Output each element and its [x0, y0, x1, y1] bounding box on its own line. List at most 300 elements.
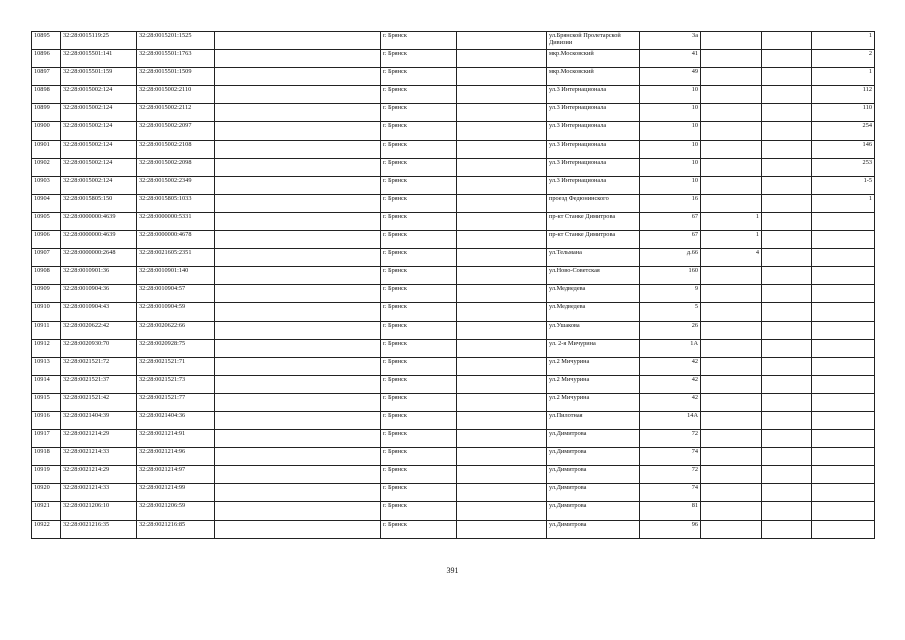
- blank-cell-cell: [762, 285, 812, 303]
- table-row: [32, 32, 875, 50]
- row-number-cell: 10897: [32, 68, 61, 86]
- building-number-cell: [701, 104, 762, 122]
- parcel-cadastral-number-cell: 32:28:0010901:36: [61, 267, 137, 285]
- city-cell: г. Брянск: [381, 448, 457, 466]
- apartment-number-cell: 146: [812, 140, 875, 158]
- table-row: [32, 231, 875, 249]
- table-row: [32, 321, 875, 339]
- row-number-cell: 10914: [32, 375, 61, 393]
- row-number-cell: 10906: [32, 231, 61, 249]
- apartment-number-cell: [812, 267, 875, 285]
- blank-cell-cell: [457, 158, 547, 176]
- blank-cell-cell: [457, 32, 547, 50]
- city-cell: г. Брянск: [381, 122, 457, 140]
- blank-cell-cell: [762, 520, 812, 538]
- row-number-cell: 10898: [32, 86, 61, 104]
- blank-cell-cell: [457, 50, 547, 68]
- object-cadastral-number-cell: 32:28:0000000:5331: [137, 212, 215, 230]
- object-cadastral-number-cell: 32:28:0021521:71: [137, 357, 215, 375]
- blank-cell-cell: [762, 104, 812, 122]
- city-cell: г. Брянск: [381, 68, 457, 86]
- house-number-cell: 42: [640, 393, 701, 411]
- parcel-cadastral-number-cell: 32:28:0021216:35: [61, 520, 137, 538]
- blank-cell-cell: [457, 176, 547, 194]
- blank-cell-cell: [215, 212, 381, 230]
- blank-cell-cell: [457, 194, 547, 212]
- building-number-cell: 1: [701, 231, 762, 249]
- table-row: [32, 357, 875, 375]
- house-number-cell: 41: [640, 50, 701, 68]
- table-row: [32, 122, 875, 140]
- parcel-cadastral-number-cell: 32:28:0015119:25: [61, 32, 137, 50]
- blank-cell-cell: [215, 466, 381, 484]
- building-number-cell: [701, 411, 762, 429]
- object-cadastral-number-cell: 32:28:0021214:96: [137, 448, 215, 466]
- object-cadastral-number-cell: 32:28:0021404:36: [137, 411, 215, 429]
- apartment-number-cell: [812, 393, 875, 411]
- city-cell: г. Брянск: [381, 393, 457, 411]
- table-row: [32, 194, 875, 212]
- table-row: [32, 104, 875, 122]
- blank-cell-cell: [457, 484, 547, 502]
- blank-cell-cell: [215, 231, 381, 249]
- house-number-cell: 10: [640, 176, 701, 194]
- blank-cell-cell: [215, 140, 381, 158]
- blank-cell-cell: [457, 520, 547, 538]
- row-number-cell: 10896: [32, 50, 61, 68]
- blank-cell-cell: [457, 267, 547, 285]
- street-cell: ул.Ново-Советская: [547, 267, 640, 285]
- parcel-cadastral-number-cell: 32:28:0015002:124: [61, 176, 137, 194]
- parcel-cadastral-number-cell: 32:28:0015002:124: [61, 86, 137, 104]
- blank-cell-cell: [215, 375, 381, 393]
- blank-cell-cell: [762, 140, 812, 158]
- blank-cell-cell: [215, 520, 381, 538]
- blank-cell-cell: [457, 212, 547, 230]
- building-number-cell: [701, 158, 762, 176]
- street-cell: ул.3 Интернационала: [547, 158, 640, 176]
- row-number-cell: 10905: [32, 212, 61, 230]
- house-number-cell: 10: [640, 158, 701, 176]
- apartment-number-cell: [812, 339, 875, 357]
- table-row: [32, 411, 875, 429]
- house-number-cell: 67: [640, 231, 701, 249]
- object-cadastral-number-cell: 32:28:0010901:140: [137, 267, 215, 285]
- blank-cell-cell: [762, 194, 812, 212]
- object-cadastral-number-cell: 32:28:0015002:2349: [137, 176, 215, 194]
- house-number-cell: 10: [640, 86, 701, 104]
- object-cadastral-number-cell: 32:28:0015805:1033: [137, 194, 215, 212]
- city-cell: г. Брянск: [381, 484, 457, 502]
- city-cell: г. Брянск: [381, 86, 457, 104]
- parcel-cadastral-number-cell: 32:28:0021214:29: [61, 466, 137, 484]
- street-cell: ул.Димитрова: [547, 484, 640, 502]
- apartment-number-cell: 2: [812, 50, 875, 68]
- building-number-cell: [701, 267, 762, 285]
- city-cell: г. Брянск: [381, 520, 457, 538]
- house-number-cell: 16: [640, 194, 701, 212]
- row-number-cell: 10903: [32, 176, 61, 194]
- building-number-cell: [701, 32, 762, 50]
- blank-cell-cell: [457, 231, 547, 249]
- parcel-cadastral-number-cell: 32:28:0021214:33: [61, 448, 137, 466]
- building-number-cell: [701, 375, 762, 393]
- blank-cell-cell: [762, 484, 812, 502]
- house-number-cell: 74: [640, 484, 701, 502]
- blank-cell-cell: [762, 122, 812, 140]
- building-number-cell: [701, 448, 762, 466]
- blank-cell-cell: [215, 194, 381, 212]
- object-cadastral-number-cell: 32:28:0010904:59: [137, 303, 215, 321]
- blank-cell-cell: [762, 393, 812, 411]
- blank-cell-cell: [762, 68, 812, 86]
- object-cadastral-number-cell: 32:28:0020928:75: [137, 339, 215, 357]
- table-row: [32, 249, 875, 267]
- parcel-cadastral-number-cell: 32:28:0000000:4639: [61, 212, 137, 230]
- object-cadastral-number-cell: 32:28:0021521:77: [137, 393, 215, 411]
- city-cell: г. Брянск: [381, 303, 457, 321]
- house-number-cell: 81: [640, 502, 701, 520]
- blank-cell-cell: [215, 122, 381, 140]
- house-number-cell: 42: [640, 357, 701, 375]
- table-row: [32, 339, 875, 357]
- house-number-cell: 10: [640, 104, 701, 122]
- house-number-cell: 72: [640, 430, 701, 448]
- street-cell: ул.Димитрова: [547, 502, 640, 520]
- city-cell: г. Брянск: [381, 339, 457, 357]
- building-number-cell: [701, 357, 762, 375]
- street-cell: пр-кт Станке Димитрова: [547, 231, 640, 249]
- street-cell: ул.2 Мичурина: [547, 393, 640, 411]
- blank-cell-cell: [762, 86, 812, 104]
- object-cadastral-number-cell: 32:28:0021521:73: [137, 375, 215, 393]
- blank-cell-cell: [457, 502, 547, 520]
- parcel-cadastral-number-cell: 32:28:0015501:159: [61, 68, 137, 86]
- blank-cell-cell: [762, 158, 812, 176]
- object-cadastral-number-cell: 32:28:0021214:99: [137, 484, 215, 502]
- table-row: [32, 176, 875, 194]
- table-row: [32, 303, 875, 321]
- blank-cell-cell: [215, 430, 381, 448]
- blank-cell-cell: [762, 357, 812, 375]
- table-row: [32, 393, 875, 411]
- building-number-cell: [701, 520, 762, 538]
- parcel-cadastral-number-cell: 32:28:0020930:70: [61, 339, 137, 357]
- building-number-cell: [701, 321, 762, 339]
- blank-cell-cell: [215, 321, 381, 339]
- street-cell: ул.2 Мичурина: [547, 357, 640, 375]
- parcel-cadastral-number-cell: 32:28:0015002:124: [61, 158, 137, 176]
- row-number-cell: 10912: [32, 339, 61, 357]
- apartment-number-cell: 1: [812, 68, 875, 86]
- blank-cell-cell: [762, 430, 812, 448]
- row-number-cell: 10899: [32, 104, 61, 122]
- blank-cell-cell: [457, 339, 547, 357]
- apartment-number-cell: 254: [812, 122, 875, 140]
- table-row: [32, 285, 875, 303]
- blank-cell-cell: [457, 357, 547, 375]
- row-number-cell: 10916: [32, 411, 61, 429]
- street-cell: ул.Тельмана: [547, 249, 640, 267]
- table-row: [32, 430, 875, 448]
- table-row: [32, 448, 875, 466]
- object-cadastral-number-cell: 32:28:0021216:85: [137, 520, 215, 538]
- blank-cell-cell: [762, 448, 812, 466]
- row-number-cell: 10900: [32, 122, 61, 140]
- blank-cell-cell: [762, 176, 812, 194]
- city-cell: г. Брянск: [381, 375, 457, 393]
- building-number-cell: 4: [701, 249, 762, 267]
- apartment-number-cell: [812, 249, 875, 267]
- table-row: [32, 68, 875, 86]
- blank-cell-cell: [215, 32, 381, 50]
- object-cadastral-number-cell: 32:28:0015002:2108: [137, 140, 215, 158]
- blank-cell-cell: [215, 267, 381, 285]
- parcel-cadastral-number-cell: 32:28:0021404:39: [61, 411, 137, 429]
- parcel-cadastral-number-cell: 32:28:0015002:124: [61, 122, 137, 140]
- blank-cell-cell: [762, 502, 812, 520]
- object-cadastral-number-cell: 32:28:0015002:2097: [137, 122, 215, 140]
- building-number-cell: 1: [701, 212, 762, 230]
- street-cell: ул.Димитрова: [547, 430, 640, 448]
- blank-cell-cell: [457, 375, 547, 393]
- row-number-cell: 10915: [32, 393, 61, 411]
- city-cell: г. Брянск: [381, 140, 457, 158]
- blank-cell-cell: [457, 68, 547, 86]
- apartment-number-cell: 1-5: [812, 176, 875, 194]
- apartment-number-cell: [812, 448, 875, 466]
- row-number-cell: 10909: [32, 285, 61, 303]
- street-cell: мкр.Московский: [547, 50, 640, 68]
- parcel-cadastral-number-cell: 32:28:0010904:36: [61, 285, 137, 303]
- table-row: [32, 466, 875, 484]
- row-number-cell: 10921: [32, 502, 61, 520]
- city-cell: г. Брянск: [381, 502, 457, 520]
- house-number-cell: 72: [640, 466, 701, 484]
- blank-cell-cell: [215, 448, 381, 466]
- row-number-cell: 10917: [32, 430, 61, 448]
- city-cell: г. Брянск: [381, 430, 457, 448]
- blank-cell-cell: [762, 466, 812, 484]
- apartment-number-cell: [812, 466, 875, 484]
- registry-table: [31, 31, 875, 539]
- object-cadastral-number-cell: 32:28:0015002:2110: [137, 86, 215, 104]
- blank-cell-cell: [215, 393, 381, 411]
- parcel-cadastral-number-cell: 32:28:0020622:42: [61, 321, 137, 339]
- blank-cell-cell: [215, 86, 381, 104]
- row-number-cell: 10911: [32, 321, 61, 339]
- object-cadastral-number-cell: 32:28:0020622:66: [137, 321, 215, 339]
- object-cadastral-number-cell: 32:28:0015201:1525: [137, 32, 215, 50]
- object-cadastral-number-cell: 32:28:0015002:2112: [137, 104, 215, 122]
- table-row: [32, 484, 875, 502]
- street-cell: ул.3 Интернационала: [547, 86, 640, 104]
- city-cell: г. Брянск: [381, 158, 457, 176]
- row-number-cell: 10901: [32, 140, 61, 158]
- blank-cell-cell: [457, 122, 547, 140]
- street-cell: ул.Димитрова: [547, 466, 640, 484]
- blank-cell-cell: [215, 357, 381, 375]
- street-cell: ул.Димитрова: [547, 520, 640, 538]
- blank-cell-cell: [762, 32, 812, 50]
- house-number-cell: 10: [640, 122, 701, 140]
- city-cell: г. Брянск: [381, 50, 457, 68]
- blank-cell-cell: [215, 176, 381, 194]
- blank-cell-cell: [215, 285, 381, 303]
- table-row: [32, 86, 875, 104]
- apartment-number-cell: 112: [812, 86, 875, 104]
- table-row: [32, 212, 875, 230]
- blank-cell-cell: [457, 321, 547, 339]
- parcel-cadastral-number-cell: 32:28:0010904:43: [61, 303, 137, 321]
- city-cell: г. Брянск: [381, 249, 457, 267]
- street-cell: ул.3 Интернационала: [547, 176, 640, 194]
- house-number-cell: д.66: [640, 249, 701, 267]
- apartment-number-cell: [812, 375, 875, 393]
- table-row: [32, 267, 875, 285]
- apartment-number-cell: 1: [812, 194, 875, 212]
- object-cadastral-number-cell: 32:28:0021206:59: [137, 502, 215, 520]
- apartment-number-cell: [812, 357, 875, 375]
- city-cell: г. Брянск: [381, 176, 457, 194]
- blank-cell-cell: [457, 249, 547, 267]
- street-cell: ул.3 Интернационала: [547, 122, 640, 140]
- page-number: 391: [446, 566, 459, 575]
- blank-cell-cell: [457, 104, 547, 122]
- blank-cell-cell: [762, 375, 812, 393]
- blank-cell-cell: [215, 68, 381, 86]
- blank-cell-cell: [215, 104, 381, 122]
- street-cell: ул.Медведева: [547, 303, 640, 321]
- blank-cell-cell: [457, 466, 547, 484]
- house-number-cell: 3а: [640, 32, 701, 50]
- blank-cell-cell: [215, 303, 381, 321]
- blank-cell-cell: [762, 231, 812, 249]
- parcel-cadastral-number-cell: 32:28:0000000:4639: [61, 231, 137, 249]
- row-number-cell: 10918: [32, 448, 61, 466]
- city-cell: г. Брянск: [381, 357, 457, 375]
- building-number-cell: [701, 430, 762, 448]
- blank-cell-cell: [215, 484, 381, 502]
- parcel-cadastral-number-cell: 32:28:0021206:10: [61, 502, 137, 520]
- street-cell: ул.3 Интернационала: [547, 140, 640, 158]
- city-cell: г. Брянск: [381, 231, 457, 249]
- building-number-cell: [701, 339, 762, 357]
- apartment-number-cell: 1: [812, 32, 875, 50]
- apartment-number-cell: [812, 231, 875, 249]
- building-number-cell: [701, 140, 762, 158]
- city-cell: г. Брянск: [381, 285, 457, 303]
- house-number-cell: 26: [640, 321, 701, 339]
- house-number-cell: 42: [640, 375, 701, 393]
- parcel-cadastral-number-cell: 32:28:0021521:37: [61, 375, 137, 393]
- blank-cell-cell: [762, 411, 812, 429]
- apartment-number-cell: [812, 303, 875, 321]
- parcel-cadastral-number-cell: 32:28:0000000:2648: [61, 249, 137, 267]
- apartment-number-cell: [812, 484, 875, 502]
- object-cadastral-number-cell: 32:28:0000000:4678: [137, 231, 215, 249]
- table-row: [32, 502, 875, 520]
- street-cell: ул.Ушакова: [547, 321, 640, 339]
- row-number-cell: 10902: [32, 158, 61, 176]
- building-number-cell: [701, 303, 762, 321]
- building-number-cell: [701, 176, 762, 194]
- apartment-number-cell: 253: [812, 158, 875, 176]
- building-number-cell: [701, 502, 762, 520]
- parcel-cadastral-number-cell: 32:28:0015805:150: [61, 194, 137, 212]
- house-number-cell: 74: [640, 448, 701, 466]
- parcel-cadastral-number-cell: 32:28:0021521:72: [61, 357, 137, 375]
- street-cell: ул.Брянской Пролетарской Дивизии: [547, 32, 640, 50]
- city-cell: г. Брянск: [381, 411, 457, 429]
- apartment-number-cell: 110: [812, 104, 875, 122]
- street-cell: ул.Медведева: [547, 285, 640, 303]
- apartment-number-cell: [812, 520, 875, 538]
- parcel-cadastral-number-cell: 32:28:0021214:29: [61, 430, 137, 448]
- street-cell: мкр.Московский: [547, 68, 640, 86]
- object-cadastral-number-cell: 32:28:0015002:2098: [137, 158, 215, 176]
- row-number-cell: 10920: [32, 484, 61, 502]
- street-cell: ул.2 Мичурина: [547, 375, 640, 393]
- parcel-cadastral-number-cell: 32:28:0021521:42: [61, 393, 137, 411]
- city-cell: г. Брянск: [381, 212, 457, 230]
- blank-cell-cell: [457, 140, 547, 158]
- house-number-cell: 9: [640, 285, 701, 303]
- street-cell: ул.3 Интернационала: [547, 104, 640, 122]
- table-row: [32, 140, 875, 158]
- blank-cell-cell: [762, 303, 812, 321]
- house-number-cell: 5: [640, 303, 701, 321]
- blank-cell-cell: [762, 321, 812, 339]
- object-cadastral-number-cell: 32:28:0015501:1509: [137, 68, 215, 86]
- city-cell: г. Брянск: [381, 466, 457, 484]
- row-number-cell: 10904: [32, 194, 61, 212]
- blank-cell-cell: [215, 339, 381, 357]
- building-number-cell: [701, 50, 762, 68]
- building-number-cell: [701, 285, 762, 303]
- apartment-number-cell: [812, 321, 875, 339]
- building-number-cell: [701, 68, 762, 86]
- building-number-cell: [701, 122, 762, 140]
- house-number-cell: 1А: [640, 339, 701, 357]
- city-cell: г. Брянск: [381, 267, 457, 285]
- blank-cell-cell: [215, 158, 381, 176]
- street-cell: ул. 2-я Мичурина: [547, 339, 640, 357]
- house-number-cell: 67: [640, 212, 701, 230]
- blank-cell-cell: [762, 50, 812, 68]
- house-number-cell: 49: [640, 68, 701, 86]
- house-number-cell: 14А: [640, 411, 701, 429]
- table-row: [32, 520, 875, 538]
- blank-cell-cell: [762, 339, 812, 357]
- apartment-number-cell: [812, 411, 875, 429]
- building-number-cell: [701, 194, 762, 212]
- row-number-cell: 10913: [32, 357, 61, 375]
- blank-cell-cell: [762, 212, 812, 230]
- blank-cell-cell: [762, 249, 812, 267]
- building-number-cell: [701, 484, 762, 502]
- blank-cell-cell: [215, 411, 381, 429]
- row-number-cell: 10922: [32, 520, 61, 538]
- row-number-cell: 10908: [32, 267, 61, 285]
- blank-cell-cell: [215, 50, 381, 68]
- street-cell: ул.Димитрова: [547, 448, 640, 466]
- street-cell: ул.Пилотная: [547, 411, 640, 429]
- object-cadastral-number-cell: 32:28:0021605:2351: [137, 249, 215, 267]
- apartment-number-cell: [812, 212, 875, 230]
- object-cadastral-number-cell: 32:28:0021214:97: [137, 466, 215, 484]
- street-cell: проезд Федюнинского: [547, 194, 640, 212]
